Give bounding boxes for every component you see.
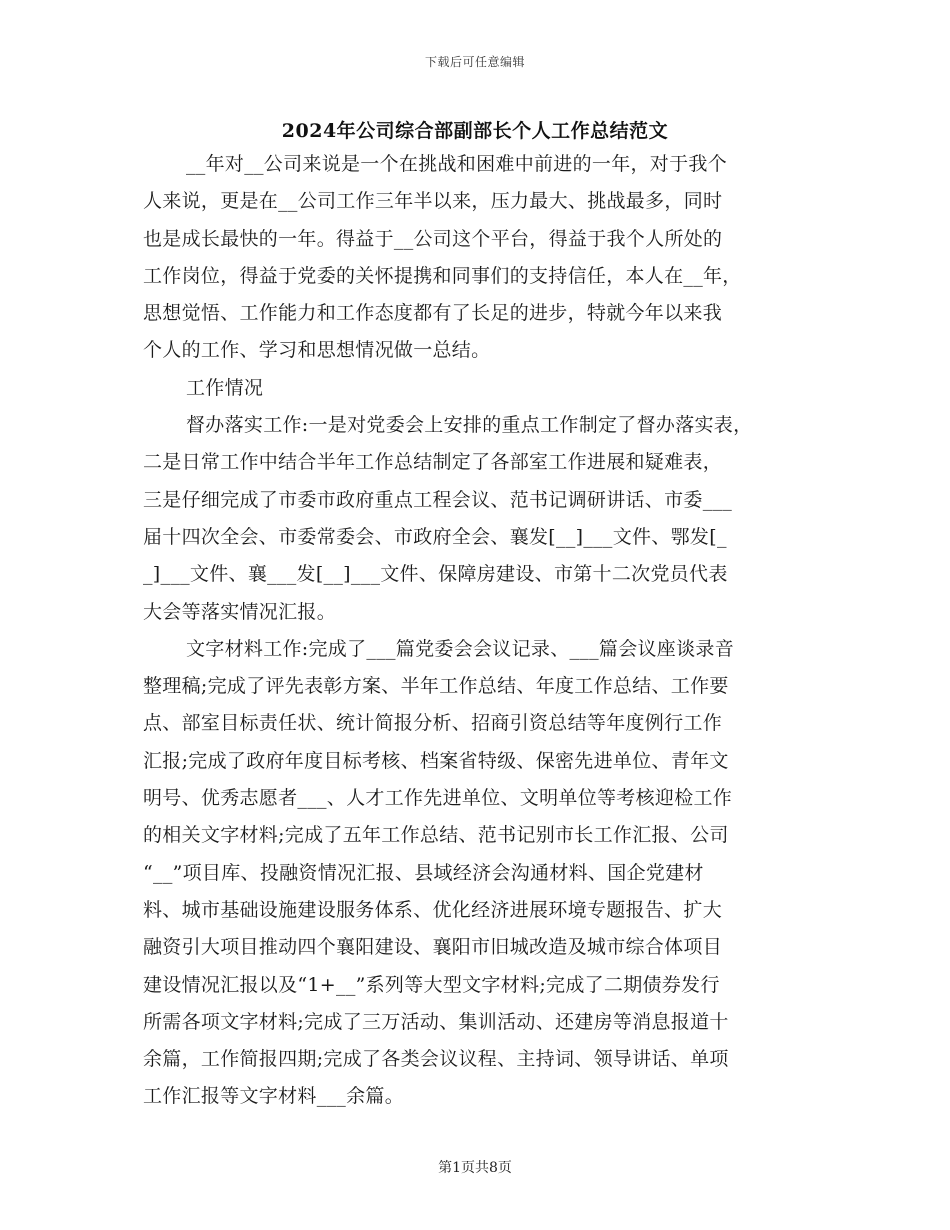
body-line: 所需各项文字材料;完成了三万活动、集训活动、还建房等消息报道十 [143,1010,729,1033]
body-line: 工作汇报等文字材料___余篇。 [143,1085,405,1108]
body-line: 届十四次全会、市委常委会、市政府全会、襄发[__]___文件、鄂发[_ [143,525,727,548]
body-line: 工作情况 [186,376,264,399]
body-line: 个人的工作、学习和思想情况做一总结。 [143,339,491,362]
body-line: 二是日常工作中结合半年工作总结制定了各部室工作进展和疑难表， [143,451,723,474]
body-line: 的相关文字材料;完成了五年工作总结、范书记别市长工作汇报、公司 [143,824,729,847]
body-line: 整理稿;完成了评先表彰方案、半年工作总结、年度工作总结、工作要 [143,675,729,698]
header-note: 下载后可任意编辑 [424,55,525,69]
body-line: “__”项目库、投融资情况汇报、县域经济会沟通材料、国企党建材 [143,861,704,884]
body-line: 汇报;完成了政府年度目标考核、档案省特级、保密先进单位、青年文 [143,749,729,772]
body-line: 余篇，工作简报四期;完成了各类会议议程、主持词、领导讲话、单项 [143,1048,729,1071]
body-line: 文字材料工作:完成了___篇党委会会议记录、___篇会议座谈录音 [186,637,735,660]
body-line: 建设情况汇报以及“1+__”系列等大型文字材料;完成了二期债券发行 [143,973,720,996]
page-footer: 第1页共8页 [438,1160,512,1176]
body-line: _]___文件、襄___发[__]___文件、保障房建设、市第十二次党员代表 [143,563,728,586]
body-line: 督办落实工作:一是对党委会上安排的重点工作制定了督办落实表， [186,414,753,437]
document-title: 2024年公司综合部副部长个人工作总结范文 [281,120,669,142]
body-line: 工作岗位，得益于党委的关怀提携和同事们的支持信任，本人在__年， [143,264,742,287]
body-line: 大会等落实情况汇报。 [143,600,337,623]
body-line: 人来说，更是在__公司工作三年半以来，压力最大、挑战最多，同时 [143,190,723,213]
body-line: 点、部室目标责任状、统计简报分析、招商引资总结等年度例行工作 [143,712,723,735]
body-line: 思想觉悟、工作能力和工作态度都有了长足的进步，特就今年以来我 [143,302,723,325]
body-line: 三是仔细完成了市委市政府重点工程会议、范书记调研讲话、市委___ [143,488,733,511]
document-body [143,146,813,1116]
body-line: 融资引大项目推动四个襄阳建设、襄阳市旧城改造及城市综合体项目 [143,936,723,959]
body-line: 料、城市基础设施建设服务体系、优化经济进展环境专题报告、扩大 [143,898,723,921]
body-line: 明号、优秀志愿者___、人才工作先进单位、文明单位等考核迎检工作 [143,787,733,810]
body-line: __年对__公司来说是一个在挑战和困难中前进的一年，对于我个 [186,153,728,175]
body-line: 也是成长最快的一年。得益于__公司这个平台，得益于我个人所处的 [143,227,723,250]
